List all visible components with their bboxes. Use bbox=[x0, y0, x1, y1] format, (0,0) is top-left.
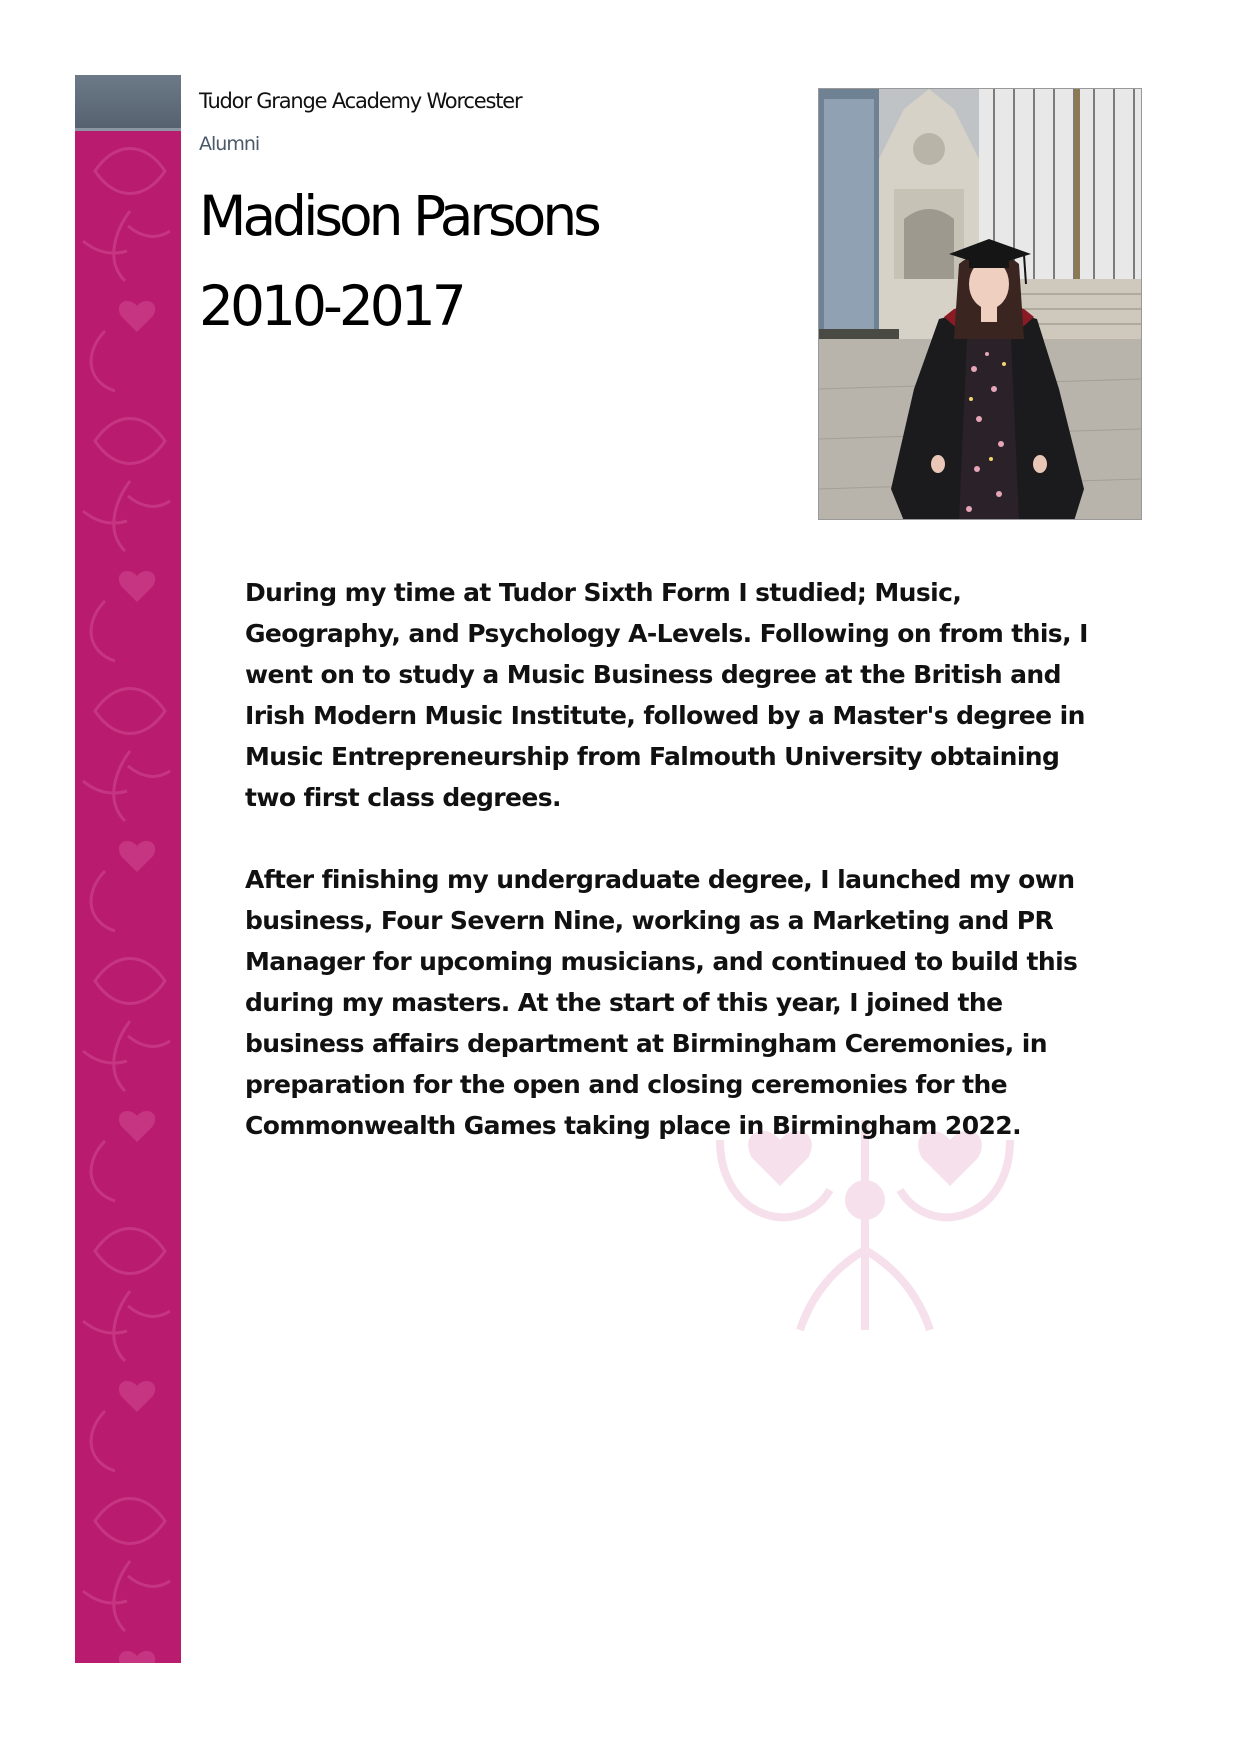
biography-paragraph-1: During my time at Tudor Sixth Form I studied; Music, Geography, and Psychology A-Levels. Following on from this, I went on to study a Music Business degree at the British and Irish Modern Music Institute, followed by a Master's degree in Music Entrepreneurship from Falmouth University obtaining two first class degrees. bbox=[245, 578, 1088, 812]
graduation-photo bbox=[818, 88, 1142, 520]
biography-paragraph-2: After finishing my undergraduate degree, I launched my own business, Four Severn Nine, working as a Marketing and PR Manager for upcoming musicians, and continued to build this during my masters. At the start of this year, I joined the business affairs department at Birmingham Ceremonies, in preparation for the open and closing ceremonies for the Commonwealth Games taking place in Birmingham 2022. bbox=[245, 865, 1078, 1140]
floral-pattern-icon bbox=[75, 131, 181, 1663]
graduation-photo-icon bbox=[819, 89, 1142, 520]
school-name: Tudor Grange Academy Worcester bbox=[199, 89, 522, 113]
person-name: Madison Parsons bbox=[199, 184, 598, 248]
attendance-years: 2010-2017 bbox=[199, 274, 463, 338]
decorative-sidebar bbox=[75, 75, 181, 1663]
biography-text bbox=[245, 572, 1095, 1187]
section-label: Alumni bbox=[199, 133, 260, 155]
sidebar-top-block bbox=[75, 75, 181, 131]
